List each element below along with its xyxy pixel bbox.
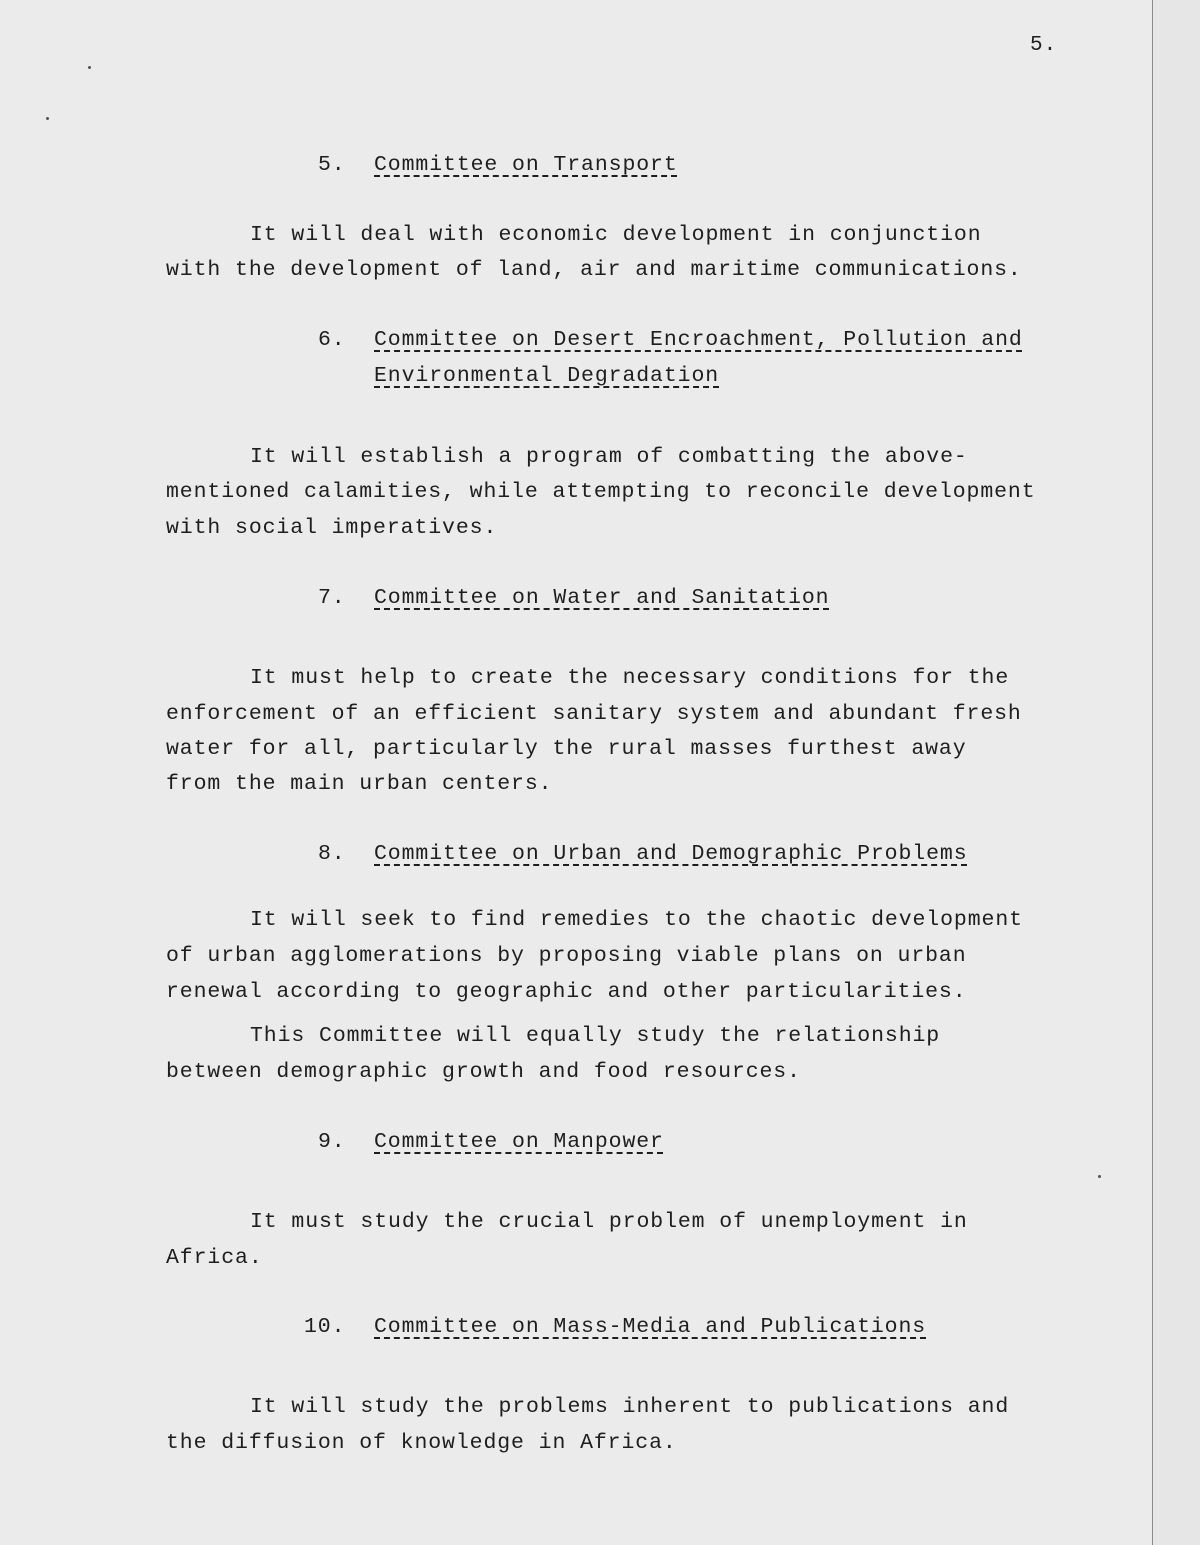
section-title: Committee on Transport [374, 153, 678, 177]
section-title: Committee on Urban and Demographic Problems [374, 842, 968, 866]
paragraph-line: of urban agglomerations by proposing viable plans on urban [166, 944, 967, 968]
paragraph-line: mentioned calamities, while attempting to reconcile development [166, 480, 1036, 504]
paper-speck [1098, 1175, 1101, 1178]
section-title: Committee on Desert Encroachment, Pollution and [374, 328, 1023, 352]
paragraph-line: It will seek to find remedies to the chaotic development [250, 908, 1023, 932]
section-title: Committee on Manpower [374, 1130, 664, 1154]
section-number: 6. [318, 328, 346, 352]
paragraph-line: It must study the crucial problem of unemployment in [250, 1210, 968, 1234]
paragraph-line: Africa. [166, 1246, 263, 1270]
paragraph-line: renewal according to geographic and other particularities. [166, 980, 967, 1004]
section-number: 10. [304, 1315, 346, 1339]
paragraph-line: This Committee will equally study the relationship [250, 1024, 941, 1048]
paragraph-line: from the main urban centers. [166, 772, 553, 796]
page-edge-shadow [1153, 0, 1200, 1545]
section-number: 7. [318, 586, 346, 610]
section-number: 5. [318, 153, 346, 177]
section-number: 8. [318, 842, 346, 866]
paragraph-line: with the development of land, air and maritime communications. [166, 258, 1022, 282]
paragraph-line: enforcement of an efficient sanitary system and abundant fresh [166, 702, 1022, 726]
paragraph-line: with social imperatives. [166, 516, 498, 540]
paragraph-line: between demographic growth and food resources. [166, 1060, 801, 1084]
section-title: Committee on Water and Sanitation [374, 586, 830, 610]
page-edge-line [1152, 0, 1153, 1545]
page-number: 5. [1030, 34, 1058, 57]
paragraph-line: It must help to create the necessary conditions for the [250, 666, 1010, 690]
section-number: 9. [318, 1130, 346, 1154]
paragraph-line: It will establish a program of combatting the above- [250, 445, 968, 469]
section-title: Environmental Degradation [374, 364, 720, 388]
paper-speck [46, 117, 49, 120]
paragraph-line: water for all, particularly the rural masses furthest away [166, 737, 967, 761]
section-title: Committee on Mass-Media and Publications [374, 1315, 927, 1339]
paragraph-line: It will study the problems inherent to publications and [250, 1395, 1010, 1419]
paragraph-line: It will deal with economic development in conjunction [250, 223, 982, 247]
paper-speck [88, 66, 91, 69]
paragraph-line: the diffusion of knowledge in Africa. [166, 1431, 677, 1455]
